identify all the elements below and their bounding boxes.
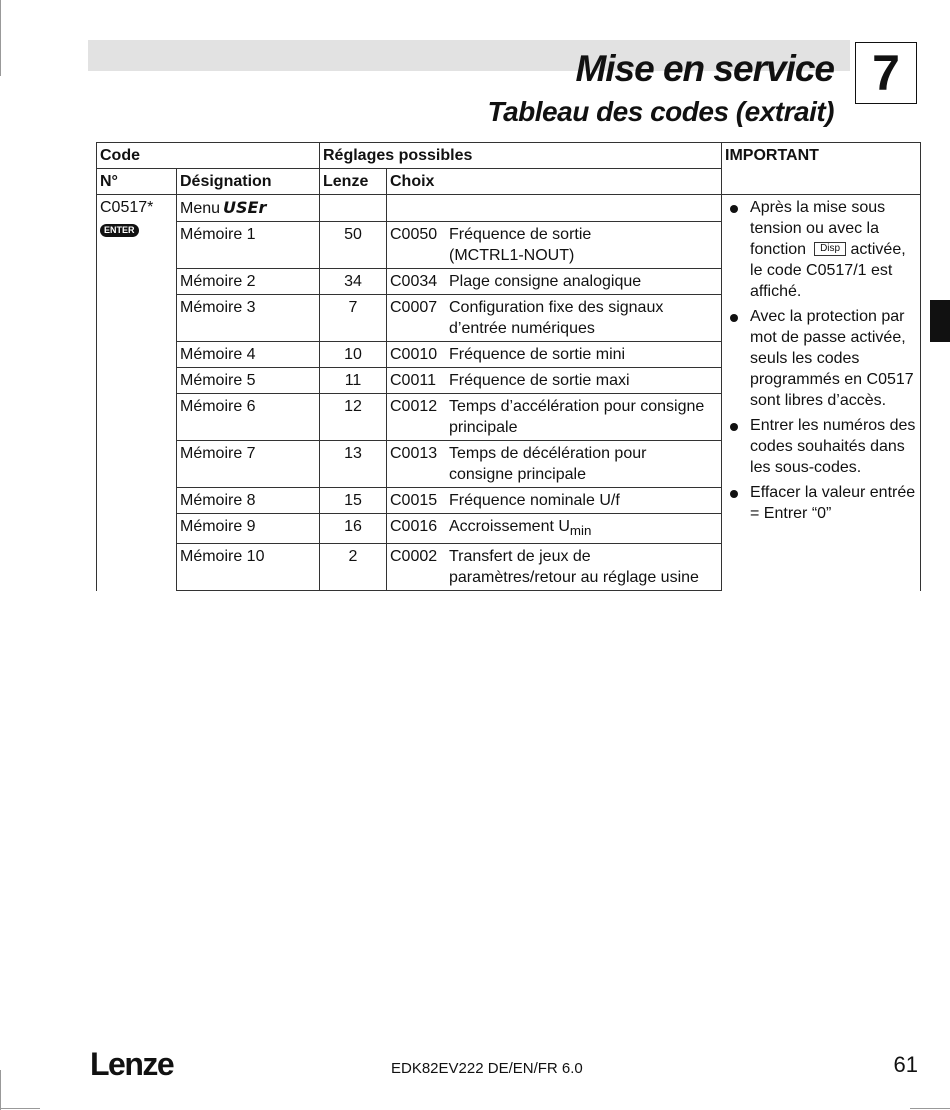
page-subtitle: Tableau des codes (extrait) [487, 96, 834, 127]
header-no: N° [97, 169, 177, 195]
function-description [449, 516, 718, 541]
designation-cell: Mémoire 9 [177, 514, 320, 544]
lenze-value-cell: 10 [320, 342, 387, 368]
desc-line: Temps d’accélération pour consigne [449, 398, 705, 415]
header-lenze: Lenze [320, 169, 387, 195]
list-item: Effacer la valeur entrée = Entrer “0” [726, 482, 916, 524]
chapter-thumb-tab [930, 300, 950, 342]
lenze-value-cell: 7 [320, 295, 387, 342]
function-code: C0010 [390, 346, 438, 363]
function-code: C0016 [390, 518, 438, 535]
function-description [449, 546, 718, 588]
lenze-value-cell: 16 [320, 514, 387, 544]
function-description [449, 224, 718, 266]
choice-cell [387, 394, 722, 441]
desc-line: d’entrée numériques [449, 320, 595, 337]
header-important: IMPORTANT [722, 143, 921, 195]
choice-cell [387, 488, 722, 514]
list-item: Avec la protection par mot de passe activée, seuls les codes programmés en C0517 sont libres d’accès. [726, 306, 916, 411]
choice-cell [387, 368, 722, 394]
designation-cell: Mémoire 6 [177, 394, 320, 441]
choice-cell [387, 514, 722, 544]
function-description [449, 297, 718, 339]
function-code: C0013 [390, 445, 438, 462]
crop-mark [0, 1070, 1, 1110]
function-description: Fréquence de sortie maxi [449, 372, 630, 389]
designation-cell: Mémoire 3 [177, 295, 320, 342]
desc-line: Accroissement U [449, 518, 570, 535]
designation-cell: Mémoire 8 [177, 488, 320, 514]
list-item [726, 197, 916, 302]
function-code: C0002 [390, 548, 438, 566]
code-number: C0517* [100, 199, 154, 216]
menu-choice-cell [387, 195, 722, 222]
lenze-value-cell: 50 [320, 222, 387, 269]
function-code: C0007 [390, 299, 438, 316]
list-item: Entrer les numéros des codes souhaités dans les sous-codes. [726, 415, 916, 478]
desc-line: Configuration fixe des signaux [449, 299, 664, 316]
desc-line: Temps de décélération pour [449, 445, 647, 462]
disp-key-icon: Disp [814, 242, 846, 256]
note-text: Après la mise sous tension ou avec la fonction [750, 199, 886, 258]
crop-mark [0, 1108, 40, 1109]
function-description [449, 443, 718, 485]
designation-cell: Mémoire 1 [177, 222, 320, 269]
note-text: activée, le code C0517/1 est affiché. [750, 241, 906, 300]
desc-line: consigne principale [449, 466, 586, 483]
header-designation: Désignation [177, 169, 320, 195]
page-title: Mise en service [575, 48, 834, 89]
lenze-value-cell: 11 [320, 368, 387, 394]
function-code: C0015 [390, 492, 438, 509]
lenze-value-cell: 13 [320, 441, 387, 488]
designation-cell: Mémoire 10 [177, 544, 320, 591]
lenze-value-cell: 2 [320, 544, 387, 591]
header-code: Code [97, 143, 320, 169]
choice-cell [387, 295, 722, 342]
document-reference: EDK82EV222 DE/EN/FR 6.0 [391, 1060, 583, 1077]
menu-lenze-cell [320, 195, 387, 222]
choice-cell [387, 544, 722, 591]
lenze-value-cell: 15 [320, 488, 387, 514]
function-description [449, 396, 718, 438]
function-description: Fréquence de sortie mini [449, 346, 626, 363]
function-description: Plage consigne analogique [449, 273, 642, 290]
header-choice: Choix [387, 169, 722, 195]
designation-cell: Mémoire 4 [177, 342, 320, 368]
menu-label: Menu [180, 200, 221, 217]
choice-cell [387, 269, 722, 295]
code-table [96, 142, 921, 591]
crop-mark [910, 1108, 950, 1109]
table-group-header-row [97, 143, 921, 169]
crop-mark [0, 0, 1, 76]
chapter-number-box: 7 [855, 42, 917, 104]
function-code: C0034 [390, 273, 438, 290]
header-settings: Réglages possibles [320, 143, 722, 169]
menu-user-display: USEr [223, 198, 267, 217]
function-code: C0012 [390, 398, 438, 415]
designation-cell: Mémoire 7 [177, 441, 320, 488]
designation-cell: Mémoire 5 [177, 368, 320, 394]
table-row-menu [97, 195, 921, 222]
lenze-value-cell: 34 [320, 269, 387, 295]
desc-line: Transfert de jeux de [449, 548, 591, 566]
choice-cell [387, 441, 722, 488]
enter-key-icon: ENTER [100, 224, 139, 237]
desc-line: paramètres/retour au réglage usine [449, 569, 699, 587]
page-number: 61 [893, 1052, 918, 1077]
lenze-value-cell: 12 [320, 394, 387, 441]
lenze-logo: Lenze [90, 1046, 174, 1082]
choice-cell [387, 342, 722, 368]
code-number-cell [97, 195, 177, 591]
desc-line: principale [449, 419, 518, 436]
desc-line: Fréquence de sortie [449, 226, 592, 243]
subscript: min [569, 523, 592, 539]
important-notes-list [726, 197, 916, 524]
function-code: C0050 [390, 226, 438, 243]
choice-cell [387, 222, 722, 269]
designation-cell: Mémoire 2 [177, 269, 320, 295]
function-code: C0011 [390, 372, 436, 389]
important-notes-cell [722, 195, 921, 591]
menu-cell [177, 195, 320, 222]
desc-line: (MCTRL1-NOUT) [449, 247, 575, 264]
function-description: Fréquence nominale U/f [449, 492, 620, 509]
